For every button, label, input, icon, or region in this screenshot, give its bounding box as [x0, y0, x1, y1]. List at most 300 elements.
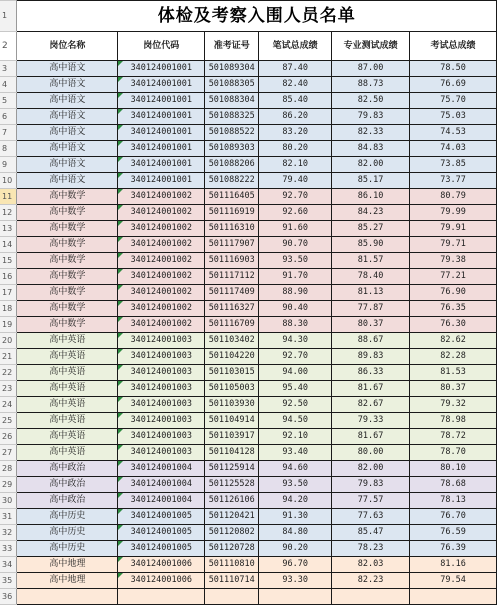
row-number[interactable]: 33: [0, 541, 17, 557]
cell-ticket-number[interactable]: 501089303: [205, 141, 259, 157]
number-stored-as-text-indicator: [118, 173, 123, 178]
cell-text: 340124001001: [130, 175, 192, 185]
cell-position[interactable]: 高中数学: [17, 253, 118, 269]
table-row: [0, 429, 497, 445]
table-row: [0, 109, 497, 125]
cell-position[interactable]: 高中英语: [17, 413, 118, 429]
cell-professional-score[interactable]: 82.33: [332, 125, 410, 141]
cell-professional-score[interactable]: 82.00: [332, 157, 410, 173]
row-number[interactable]: 29: [0, 477, 17, 493]
number-stored-as-text-indicator: [118, 413, 123, 418]
cell-total-score[interactable]: 76.69: [410, 77, 497, 93]
cell-position-code[interactable]: [118, 253, 205, 269]
cell-ticket-number[interactable]: 501117409: [205, 285, 259, 301]
cell-position-code[interactable]: [118, 541, 205, 557]
cell-written-score[interactable]: 90.20: [259, 541, 332, 557]
cell-professional-score[interactable]: [332, 589, 410, 605]
cell-total-score[interactable]: 76.59: [410, 525, 497, 541]
cell-written-score[interactable]: 95.40: [259, 381, 332, 397]
cell-ticket-number[interactable]: 501088304: [205, 93, 259, 109]
cell-professional-score[interactable]: 77.57: [332, 493, 410, 509]
cell-total-score[interactable]: 79.32: [410, 397, 497, 413]
cell-ticket-number[interactable]: 501120421: [205, 509, 259, 525]
sheet-title[interactable]: 体检及考察入围人员名单: [17, 1, 497, 32]
row-number[interactable]: 3: [0, 61, 17, 77]
cell-written-score[interactable]: 91.60: [259, 221, 332, 237]
cell-ticket-number[interactable]: 501088522: [205, 125, 259, 141]
cell-written-score[interactable]: 80.20: [259, 141, 332, 157]
cell-professional-score[interactable]: 82.50: [332, 93, 410, 109]
cell-text: 340124001001: [130, 143, 192, 153]
cell-position[interactable]: 高中英语: [17, 397, 118, 413]
cell-position-code[interactable]: [118, 477, 205, 493]
cell-total-score[interactable]: 79.71: [410, 237, 497, 253]
cell-position-code[interactable]: [118, 173, 205, 189]
cell-position[interactable]: 高中数学: [17, 301, 118, 317]
row-number[interactable]: 14: [0, 237, 17, 253]
row-number[interactable]: 26: [0, 429, 17, 445]
cell-ticket-number[interactable]: 501125528: [205, 477, 259, 493]
cell-position[interactable]: 高中历史: [17, 509, 118, 525]
cell-position[interactable]: 高中数学: [17, 189, 118, 205]
cell-position-code[interactable]: [118, 237, 205, 253]
cell-position[interactable]: 高中英语: [17, 349, 118, 365]
cell-professional-score[interactable]: 82.67: [332, 397, 410, 413]
row-number[interactable]: 36: [0, 589, 17, 605]
cell-text: 340124001001: [130, 79, 192, 89]
row-number[interactable]: 24: [0, 397, 17, 413]
row-number[interactable]: 10: [0, 173, 17, 189]
cell-ticket-number[interactable]: 501088222: [205, 173, 259, 189]
cell-total-score[interactable]: 75.70: [410, 93, 497, 109]
cell-position-code[interactable]: [118, 429, 205, 445]
cell-professional-score[interactable]: 89.83: [332, 349, 410, 365]
number-stored-as-text-indicator: [118, 381, 123, 386]
cell-position[interactable]: 高中语文: [17, 173, 118, 189]
cell-written-score[interactable]: [259, 589, 332, 605]
cell-written-score[interactable]: 88.30: [259, 317, 332, 333]
cell-written-score[interactable]: 94.20: [259, 493, 332, 509]
cell-total-score[interactable]: 80.79: [410, 189, 497, 205]
cell-position-code[interactable]: [118, 221, 205, 237]
cell-written-score[interactable]: 82.10: [259, 157, 332, 173]
cell-ticket-number[interactable]: 501103402: [205, 333, 259, 349]
cell-total-score[interactable]: 73.85: [410, 157, 497, 173]
cell-text: 340124001001: [130, 111, 192, 121]
row-number[interactable]: 7: [0, 125, 17, 141]
cell-position-code[interactable]: [118, 413, 205, 429]
number-stored-as-text-indicator: [118, 525, 123, 530]
cell-professional-score[interactable]: 86.33: [332, 365, 410, 381]
cell-position[interactable]: 高中语文: [17, 109, 118, 125]
cell-position-code[interactable]: [118, 557, 205, 573]
cell-professional-score[interactable]: 87.00: [332, 61, 410, 77]
cell-total-score[interactable]: 76.39: [410, 541, 497, 557]
cell-professional-score[interactable]: 79.83: [332, 109, 410, 125]
table-row: [0, 157, 497, 173]
cell-position-code[interactable]: [118, 61, 205, 77]
cell-total-score[interactable]: 78.70: [410, 445, 497, 461]
number-stored-as-text-indicator: [118, 221, 123, 226]
row-number[interactable]: 28: [0, 461, 17, 477]
number-stored-as-text-indicator: [118, 573, 123, 578]
cell-written-score[interactable]: 92.70: [259, 349, 332, 365]
cell-written-score[interactable]: 93.50: [259, 477, 332, 493]
cell-ticket-number[interactable]: 501117112: [205, 269, 259, 285]
cell-position-code[interactable]: [118, 205, 205, 221]
cell-total-score[interactable]: [410, 589, 497, 605]
cell-position[interactable]: 高中数学: [17, 221, 118, 237]
cell-ticket-number[interactable]: 501103917: [205, 429, 259, 445]
row-number[interactable]: 18: [0, 301, 17, 317]
table-row: [0, 77, 497, 93]
number-stored-as-text-indicator: [118, 61, 123, 66]
cell-written-score[interactable]: 91.70: [259, 269, 332, 285]
cell-position[interactable]: 高中语文: [17, 93, 118, 109]
cell-position[interactable]: 高中历史: [17, 541, 118, 557]
cell-position[interactable]: 高中英语: [17, 333, 118, 349]
row-number[interactable]: 13: [0, 221, 17, 237]
number-stored-as-text-indicator: [118, 365, 123, 370]
cell-total-score[interactable]: 79.54: [410, 573, 497, 589]
table-row: [0, 557, 497, 573]
number-stored-as-text-indicator: [118, 157, 123, 162]
cell-position-code[interactable]: [118, 365, 205, 381]
cell-position-code[interactable]: [118, 461, 205, 477]
cell-ticket-number[interactable]: 501088305: [205, 77, 259, 93]
cell-position[interactable]: 高中数学: [17, 269, 118, 285]
row-number[interactable]: 31: [0, 509, 17, 525]
row-number[interactable]: 2: [0, 32, 17, 61]
cell-position[interactable]: 高中地理: [17, 573, 118, 589]
cell-written-score[interactable]: 96.70: [259, 557, 332, 573]
table-row: [0, 349, 497, 365]
cell-text: 340124001002: [130, 319, 192, 329]
cell-professional-score[interactable]: 82.03: [332, 557, 410, 573]
cell-total-score[interactable]: 80.10: [410, 461, 497, 477]
cell-professional-score[interactable]: 88.73: [332, 77, 410, 93]
cell-total-score[interactable]: 79.99: [410, 205, 497, 221]
cell-ticket-number[interactable]: 501088206: [205, 157, 259, 173]
cell-position-code[interactable]: [118, 189, 205, 205]
cell-text: 340124001003: [130, 367, 192, 377]
row-number[interactable]: 1: [0, 1, 17, 32]
cell-ticket-number[interactable]: 501089304: [205, 61, 259, 77]
cell-written-score[interactable]: 79.40: [259, 173, 332, 189]
cell-position-code[interactable]: [118, 109, 205, 125]
cell-ticket-number[interactable]: 501116327: [205, 301, 259, 317]
cell-total-score[interactable]: 75.03: [410, 109, 497, 125]
cell-written-score[interactable]: 94.30: [259, 333, 332, 349]
cell-position[interactable]: 高中语文: [17, 157, 118, 173]
cell-total-score[interactable]: 78.98: [410, 413, 497, 429]
cell-written-score[interactable]: 93.50: [259, 253, 332, 269]
table-row: [0, 509, 497, 525]
cell-professional-score[interactable]: 80.37: [332, 317, 410, 333]
cell-total-score[interactable]: 76.30: [410, 317, 497, 333]
cell-written-score[interactable]: 92.10: [259, 429, 332, 445]
row-number[interactable]: 5: [0, 93, 17, 109]
cell-total-score[interactable]: 76.70: [410, 509, 497, 525]
number-stored-as-text-indicator: [118, 541, 123, 546]
cell-total-score[interactable]: 78.72: [410, 429, 497, 445]
cell-text: 340124001005: [130, 527, 192, 537]
cell-written-score[interactable]: 82.40: [259, 77, 332, 93]
cell-position[interactable]: 高中英语: [17, 381, 118, 397]
cell-professional-score[interactable]: 84.23: [332, 205, 410, 221]
cell-text: 340124001003: [130, 399, 192, 409]
cell-ticket-number[interactable]: 501110714: [205, 573, 259, 589]
cell-ticket-number[interactable]: 501104220: [205, 349, 259, 365]
table-row: [0, 445, 497, 461]
cell-ticket-number[interactable]: 501117907: [205, 237, 259, 253]
table-row: [0, 413, 497, 429]
cell-ticket-number[interactable]: 501103015: [205, 365, 259, 381]
header-ticket-number[interactable]: 准考证号: [205, 32, 259, 61]
cell-professional-score[interactable]: 77.63: [332, 509, 410, 525]
cell-professional-score[interactable]: 79.83: [332, 477, 410, 493]
cell-total-score[interactable]: 81.53: [410, 365, 497, 381]
row-number[interactable]: 15: [0, 253, 17, 269]
cell-ticket-number[interactable]: 501116709: [205, 317, 259, 333]
cell-total-score[interactable]: 78.50: [410, 61, 497, 77]
cell-written-score[interactable]: 87.40: [259, 61, 332, 77]
cell-position[interactable]: [17, 589, 118, 605]
cell-position-code[interactable]: [118, 125, 205, 141]
cell-professional-score[interactable]: 81.67: [332, 429, 410, 445]
cell-ticket-number[interactable]: 501088325: [205, 109, 259, 125]
cell-total-score[interactable]: 76.35: [410, 301, 497, 317]
cell-written-score[interactable]: 83.20: [259, 125, 332, 141]
table-row: [0, 125, 497, 141]
cell-position[interactable]: 高中地理: [17, 557, 118, 573]
cell-total-score[interactable]: 82.28: [410, 349, 497, 365]
cell-position[interactable]: 高中政治: [17, 461, 118, 477]
cell-position[interactable]: 高中语文: [17, 125, 118, 141]
row-number[interactable]: 34: [0, 557, 17, 573]
cell-professional-score[interactable]: 78.23: [332, 541, 410, 557]
cell-written-score[interactable]: 91.30: [259, 509, 332, 525]
cell-professional-score[interactable]: 80.00: [332, 445, 410, 461]
table-row: [0, 61, 497, 77]
header-total-score[interactable]: 考试总成绩: [410, 32, 497, 61]
cell-written-score[interactable]: 92.60: [259, 205, 332, 221]
cell-professional-score[interactable]: 85.27: [332, 221, 410, 237]
table-row: [0, 237, 497, 253]
cell-ticket-number[interactable]: 501116310: [205, 221, 259, 237]
cell-position[interactable]: 高中英语: [17, 429, 118, 445]
cell-professional-score[interactable]: 81.67: [332, 381, 410, 397]
header-position-code[interactable]: 岗位代码: [118, 32, 205, 61]
table-row: [0, 589, 497, 605]
cell-position-code[interactable]: [118, 269, 205, 285]
cell-professional-score[interactable]: 84.83: [332, 141, 410, 157]
cell-professional-score[interactable]: 85.47: [332, 525, 410, 541]
cell-professional-score[interactable]: 82.23: [332, 573, 410, 589]
cell-text: 340124001002: [130, 223, 192, 233]
row-number[interactable]: 12: [0, 205, 17, 221]
row-number[interactable]: 11: [0, 189, 17, 205]
cell-total-score[interactable]: 74.03: [410, 141, 497, 157]
table-row: [0, 493, 497, 509]
cell-total-score[interactable]: 81.16: [410, 557, 497, 573]
cell-professional-score[interactable]: 78.40: [332, 269, 410, 285]
row-number[interactable]: 27: [0, 445, 17, 461]
cell-ticket-number[interactable]: 501116919: [205, 205, 259, 221]
table-row: [0, 301, 497, 317]
cell-written-score[interactable]: 94.60: [259, 461, 332, 477]
cell-professional-score[interactable]: 81.57: [332, 253, 410, 269]
cell-written-score[interactable]: 84.80: [259, 525, 332, 541]
cell-position[interactable]: 高中语文: [17, 77, 118, 93]
cell-text: 340124001002: [130, 287, 192, 297]
cell-ticket-number[interactable]: 501120802: [205, 525, 259, 541]
cell-position-code[interactable]: [118, 525, 205, 541]
cell-professional-score[interactable]: 86.10: [332, 189, 410, 205]
number-stored-as-text-indicator: [118, 493, 123, 498]
table-row: [0, 525, 497, 541]
cell-ticket-number[interactable]: 501105003: [205, 381, 259, 397]
cell-position[interactable]: 高中数学: [17, 317, 118, 333]
row-number[interactable]: 30: [0, 493, 17, 509]
cell-total-score[interactable]: 79.91: [410, 221, 497, 237]
header-written-score[interactable]: 笔试总成绩: [259, 32, 332, 61]
cell-position-code[interactable]: [118, 349, 205, 365]
cell-ticket-number[interactable]: 501126106: [205, 493, 259, 509]
row-number[interactable]: 22: [0, 365, 17, 381]
cell-position-code[interactable]: [118, 445, 205, 461]
cell-total-score[interactable]: 73.77: [410, 173, 497, 189]
cell-professional-score[interactable]: 85.17: [332, 173, 410, 189]
cell-total-score[interactable]: 80.37: [410, 381, 497, 397]
row-number[interactable]: 9: [0, 157, 17, 173]
cell-position-code[interactable]: [118, 589, 205, 605]
cell-professional-score[interactable]: 82.00: [332, 461, 410, 477]
cell-position-code[interactable]: [118, 397, 205, 413]
cell-position-code[interactable]: [118, 509, 205, 525]
cell-written-score[interactable]: 88.90: [259, 285, 332, 301]
cell-position-code[interactable]: [118, 573, 205, 589]
row-number[interactable]: 25: [0, 413, 17, 429]
cell-position-code[interactable]: [118, 301, 205, 317]
row-number[interactable]: 17: [0, 285, 17, 301]
cell-position-code[interactable]: [118, 493, 205, 509]
row-number[interactable]: 16: [0, 269, 17, 285]
cell-professional-score[interactable]: 85.90: [332, 237, 410, 253]
row-number[interactable]: 23: [0, 381, 17, 397]
row-number[interactable]: 21: [0, 349, 17, 365]
cell-ticket-number[interactable]: 501125914: [205, 461, 259, 477]
cell-position[interactable]: 高中政治: [17, 477, 118, 493]
cell-written-score[interactable]: 92.70: [259, 189, 332, 205]
cell-position-code[interactable]: [118, 77, 205, 93]
cell-ticket-number[interactable]: 501116405: [205, 189, 259, 205]
number-stored-as-text-indicator: [118, 237, 123, 242]
cell-text: 340124001003: [130, 447, 192, 457]
cell-position-code[interactable]: [118, 285, 205, 301]
cell-text: 340124001004: [130, 479, 192, 489]
cell-ticket-number[interactable]: [205, 589, 259, 605]
cell-total-score[interactable]: 74.53: [410, 125, 497, 141]
cell-ticket-number[interactable]: 501110810: [205, 557, 259, 573]
cell-ticket-number[interactable]: 501104128: [205, 445, 259, 461]
cell-total-score[interactable]: 79.38: [410, 253, 497, 269]
row-number[interactable]: 4: [0, 77, 17, 93]
cell-position-code[interactable]: [118, 157, 205, 173]
cell-position[interactable]: 高中历史: [17, 525, 118, 541]
row-number[interactable]: 32: [0, 525, 17, 541]
cell-professional-score[interactable]: 77.87: [332, 301, 410, 317]
cell-professional-score[interactable]: 88.67: [332, 333, 410, 349]
cell-ticket-number[interactable]: 501116903: [205, 253, 259, 269]
cell-total-score[interactable]: 78.68: [410, 477, 497, 493]
cell-position[interactable]: 高中数学: [17, 285, 118, 301]
cell-ticket-number[interactable]: 501104914: [205, 413, 259, 429]
cell-written-score[interactable]: 93.30: [259, 573, 332, 589]
cell-total-score[interactable]: 82.62: [410, 333, 497, 349]
cell-position[interactable]: 高中英语: [17, 365, 118, 381]
row-number[interactable]: 8: [0, 141, 17, 157]
number-stored-as-text-indicator: [118, 477, 123, 482]
cell-position-code[interactable]: [118, 93, 205, 109]
row-number[interactable]: 35: [0, 573, 17, 589]
cell-text: 340124001004: [130, 495, 192, 505]
cell-position[interactable]: 高中语文: [17, 61, 118, 77]
cell-professional-score[interactable]: 79.33: [332, 413, 410, 429]
number-stored-as-text-indicator: [118, 189, 123, 194]
cell-position[interactable]: 高中数学: [17, 205, 118, 221]
cell-written-score[interactable]: 93.40: [259, 445, 332, 461]
cell-written-score[interactable]: 92.50: [259, 397, 332, 413]
cell-text: 340124001002: [130, 207, 192, 217]
cell-total-score[interactable]: 77.21: [410, 269, 497, 285]
row-number[interactable]: 19: [0, 317, 17, 333]
header-professional-score[interactable]: 专业测试成绩: [332, 32, 410, 61]
number-stored-as-text-indicator: [118, 557, 123, 562]
cell-text: 340124001005: [130, 511, 192, 521]
number-stored-as-text-indicator: [118, 93, 123, 98]
cell-position[interactable]: 高中数学: [17, 237, 118, 253]
cell-ticket-number[interactable]: 501103930: [205, 397, 259, 413]
cell-written-score[interactable]: 90.70: [259, 237, 332, 253]
cell-position[interactable]: 高中语文: [17, 141, 118, 157]
cell-written-score[interactable]: 85.40: [259, 93, 332, 109]
cell-professional-score[interactable]: 81.13: [332, 285, 410, 301]
cell-written-score[interactable]: 94.50: [259, 413, 332, 429]
cell-total-score[interactable]: 76.90: [410, 285, 497, 301]
cell-position-code[interactable]: [118, 141, 205, 157]
table-row: [0, 93, 497, 109]
cell-position-code[interactable]: [118, 381, 205, 397]
number-stored-as-text-indicator: [118, 461, 123, 466]
cell-position[interactable]: 高中英语: [17, 445, 118, 461]
row-number[interactable]: 6: [0, 109, 17, 125]
cell-position[interactable]: 高中政治: [17, 493, 118, 509]
cell-total-score[interactable]: 78.13: [410, 493, 497, 509]
cell-written-score[interactable]: 90.40: [259, 301, 332, 317]
cell-written-score[interactable]: 86.20: [259, 109, 332, 125]
table-row: [0, 333, 497, 349]
cell-text: 340124001003: [130, 431, 192, 441]
header-position[interactable]: 岗位名称: [17, 32, 118, 61]
cell-text: 340124001003: [130, 383, 192, 393]
cell-position-code[interactable]: [118, 317, 205, 333]
table-row: [0, 573, 497, 589]
cell-position-code[interactable]: [118, 333, 205, 349]
cell-written-score[interactable]: 94.00: [259, 365, 332, 381]
row-number[interactable]: 20: [0, 333, 17, 349]
cell-ticket-number[interactable]: 501120728: [205, 541, 259, 557]
